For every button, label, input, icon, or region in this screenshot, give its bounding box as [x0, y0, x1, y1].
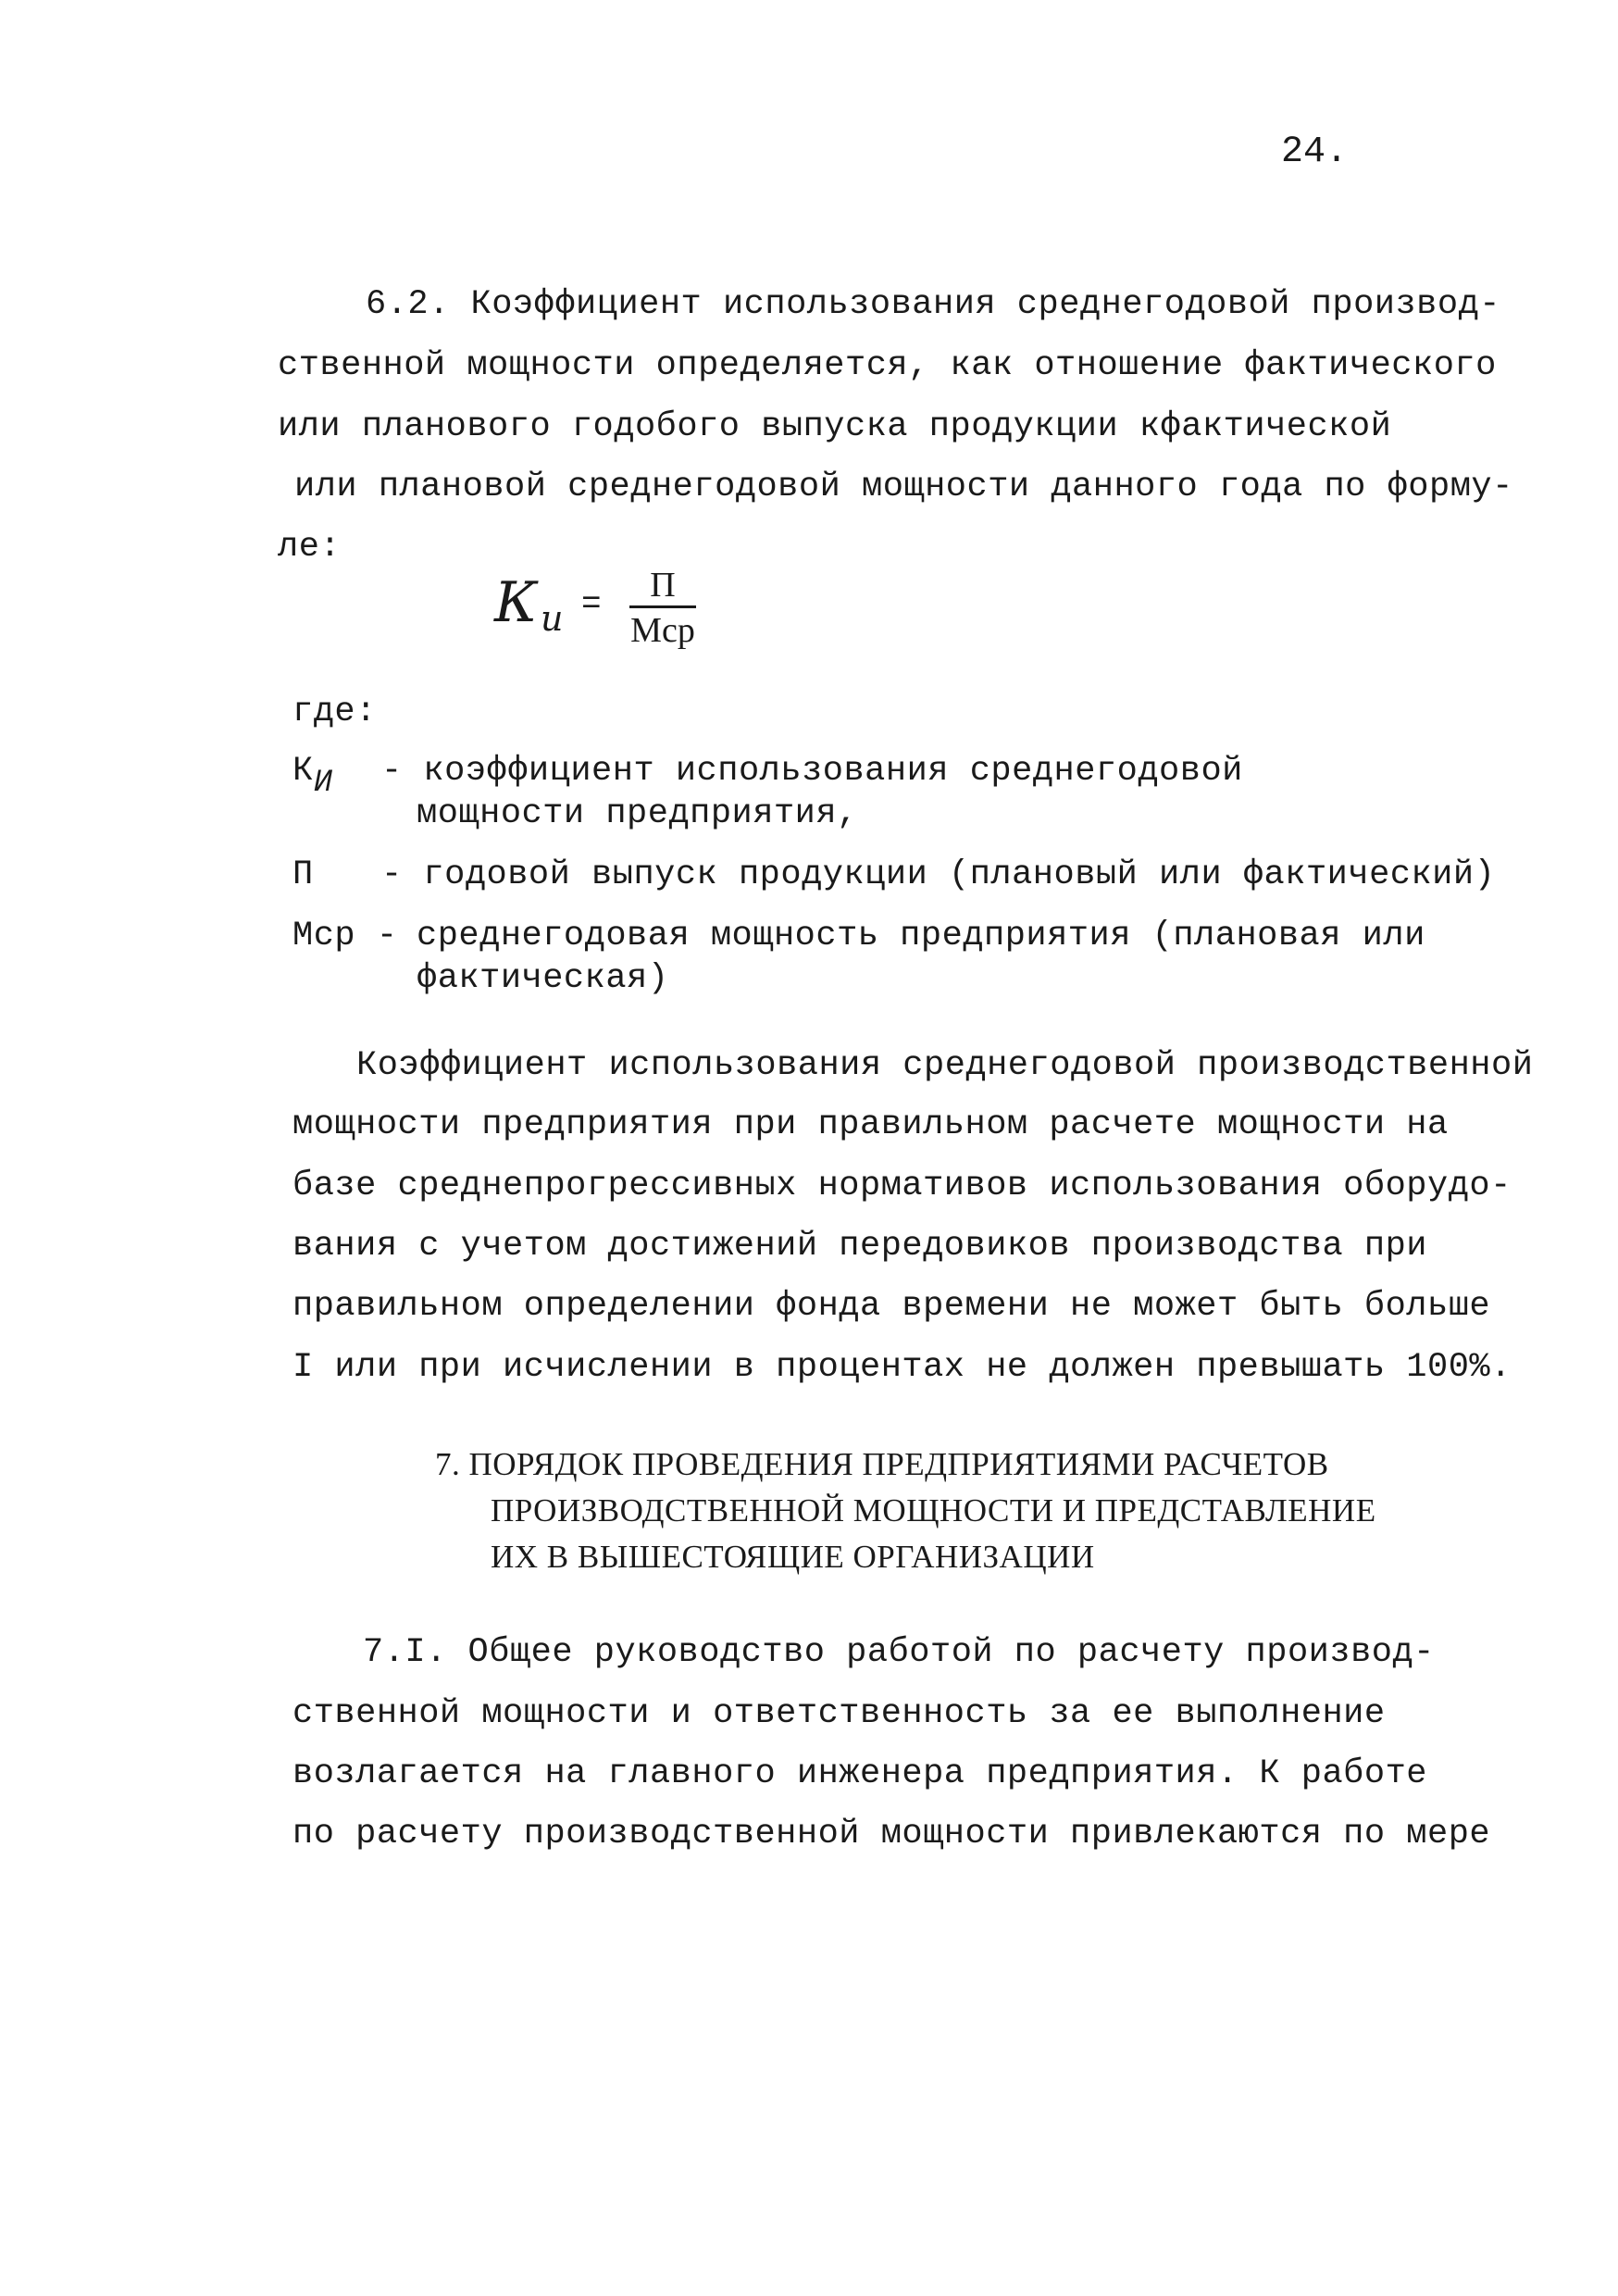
legend-p-symbol: П [292, 855, 314, 894]
legend-mcp-line-1: среднегодовая мощность предприятия (плановая или [417, 917, 1425, 955]
section-7-1-line-1: 7.I. Общее руководство работой по расчету производ- [363, 1633, 1435, 1672]
formula-denominator: Мср [630, 611, 695, 650]
legend-ki-line-2: мощности предприятия, [417, 794, 858, 833]
page-number: 24. [1281, 131, 1349, 173]
section-6-2-line-5: ле: [278, 528, 342, 567]
legend-ki-subscript: И [313, 766, 333, 801]
section-6-2-line-3: или планового годобого выпуска продукции кфактической [278, 407, 1392, 446]
legend-ki-line-1: - коэффициент использования среднегодовой [381, 752, 1243, 791]
formula-numerator: П [650, 566, 676, 605]
legend-mcp-line-2: фактическая) [417, 959, 669, 998]
section-6-2-line-1: 6.2. Коэффициент использования среднегодовой производ- [366, 285, 1500, 324]
formula-k-subscript: и [541, 598, 564, 639]
section-7-heading-line-1: 7. ПОРЯДОК ПРОВЕДЕНИЯ ПРЕДПРИЯТИЯМИ РАСЧЕТОВ [435, 1446, 1329, 1482]
section-6-2-line-2: ственной мощности определяется, как отношение фактического [278, 346, 1497, 385]
paragraph-2-line-4: вания с учетом достижений передовиков производства при [292, 1227, 1427, 1266]
section-7-1-line-3: возлагается на главного инженера предприятия. К работе [292, 1754, 1427, 1793]
formula-fraction-bar [629, 605, 696, 608]
formula-k-letter: К [494, 570, 538, 635]
section-7-heading-line-2: ПРОИЗВОДСТВЕННОЙ МОЩНОСТИ И ПРЕДСТАВЛЕНИЕ [491, 1492, 1376, 1529]
paragraph-2-line-2: мощности предприятия при правильном расчете мощности на [292, 1105, 1449, 1144]
legend-p-line-1: - годовой выпуск продукции (плановый или фактический) [381, 855, 1496, 894]
paragraph-2-line-1: Коэффициент использования среднегодовой производственной [356, 1046, 1534, 1085]
formula-equals: = [581, 585, 602, 623]
paragraph-2-line-6: I или при исчислении в процентах не должен превышать 100%. [292, 1348, 1512, 1387]
section-7-1-line-4: по расчету производственной мощности привлекаются по мере [292, 1815, 1491, 1853]
section-7-heading-line-3: ИХ В ВЫШЕСТОЯЩИЕ ОРГАНИЗАЦИИ [491, 1539, 1095, 1575]
legend-ki-letter: К [292, 752, 314, 791]
section-7-1-line-2: ственной мощности и ответственность за ее выполнение [292, 1694, 1386, 1733]
paragraph-2-line-3: базе среднепрогрессивных нормативов использования оборудо- [292, 1167, 1512, 1205]
paragraph-2-line-5: правильном определении фонда времени не может быть больше [292, 1287, 1491, 1326]
legend-where: где: [292, 693, 377, 731]
legend-ki-symbol [292, 752, 333, 801]
formula-fraction [629, 567, 696, 649]
legend-mcp-symbol: Мср - [292, 917, 398, 955]
section-6-2-line-4: или плановой среднегодовой мощности данного года по форму- [294, 468, 1513, 506]
